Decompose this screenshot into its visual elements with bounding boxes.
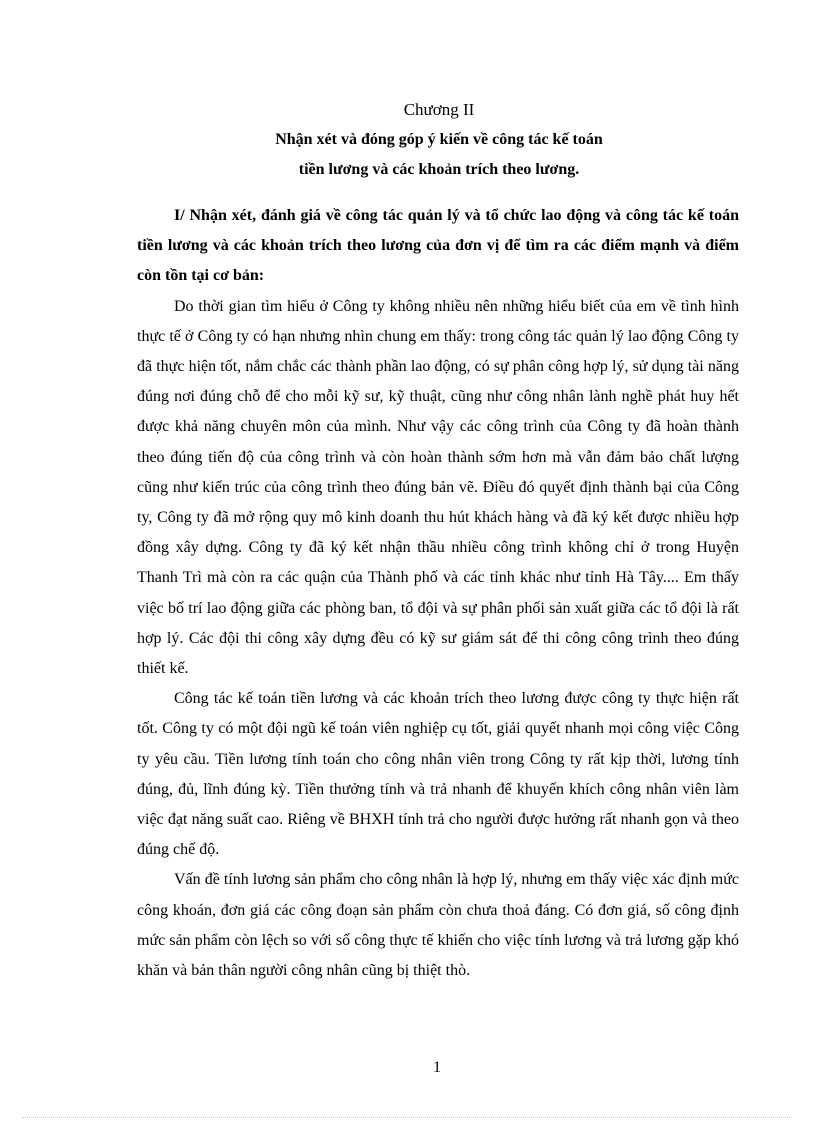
chapter-title-block (137, 95, 741, 185)
page-number: 1 (433, 1059, 441, 1076)
document-body (137, 201, 739, 986)
paragraph-2: Công tác kế toán tiền lương và các khoản trích theo lương được công ty thực hiện rất tốt. Công ty có một đội ngũ kế toán viên nghiệp cụ tốt, giải quyết nhanh mọi công việc Công ty yêu cầu. Tiền lương tính toán cho công nhân viên trong Công ty rất kịp thời, lương tính đúng, đủ, lĩnh đúng kỳ. Tiền thưởng tính và trả nhanh để khuyến khích công nhân viên làm việc đạt năng suất cao. Riêng về BHXH tính trả cho người được hưởng rất nhanh gọn và theo đúng chế độ. (137, 690, 739, 859)
chapter-label: Chương II (403, 100, 475, 119)
chapter-title-line-2: tiền lương và các khoản trích theo lương. (298, 161, 580, 178)
paragraph-1: Do thời gian tìm hiểu ở Công ty không nhiều nên những hiểu biết của em về tình hình thực tế ở Công ty có hạn nhưng nhìn chung em thấy: trong công tác quản lý lao động Công ty đã thực hiện tốt, nắm chắc các thành phần lao động, có sự phân công hợp lý, sử dụng tài năng đúng nơi đúng chỗ để cho mỗi kỹ sư, kỹ thuật, cũng như công nhân lành nghề phát huy hết được khả năng chuyên môn của mình. Như vậy các công trình của Công ty đã hoàn thành theo đúng tiến độ của công trình và còn hoàn thành sớm hơn mà vẫn đảm bảo chất lượng cũng như kiến trúc của công trình theo đúng bản vẽ. Điều đó quyết định thành bại của Công ty, Công ty đã mở rộng quy mô kinh doanh thu hút khách hàng và đã ký kết được nhiều hợp đồng xây dựng. Công ty đã ký kết nhận thầu nhiều công trình không chỉ ở trong Huyện Thanh Trì mà còn ra các quận của Thành phố và các tỉnh khác như tỉnh Hà Tây.... Em thấy việc bố trí lao động giữa các phòng ban, tổ đội và sự phân phối sản xuất giữa các tổ đội là rất hợp lý. Các đội thi công xây dựng đều có kỹ sư giám sát để thi công công trình theo đúng thiết kế. (137, 297, 739, 678)
page-bottom-divider (22, 1117, 792, 1118)
section-heading: I/ Nhận xét, đánh giá về công tác quản lý và tổ chức lao động và công tác kế toán tiền lương và các khoản trích theo lương của đơn vị để tìm ra các điểm mạnh và điểm còn tồn tại cơ bản: (137, 207, 739, 285)
chapter-title-line-1: Nhận xét và đóng góp ý kiến về công tác kế toán (275, 131, 603, 148)
paragraph-3: Vấn đề tính lương sản phẩm cho công nhân là hợp lý, nhưng em thấy việc xác định mức công khoán, đơn giá các công đoạn sản phẩm còn chưa thoả đáng. Có đơn giá, số công định mức sản phẩm còn lệch so với số công thực tế khiến cho việc tính lương và trả lương gặp khó khăn và bản thân người công nhân cũng bị thiệt thò. (137, 871, 739, 980)
